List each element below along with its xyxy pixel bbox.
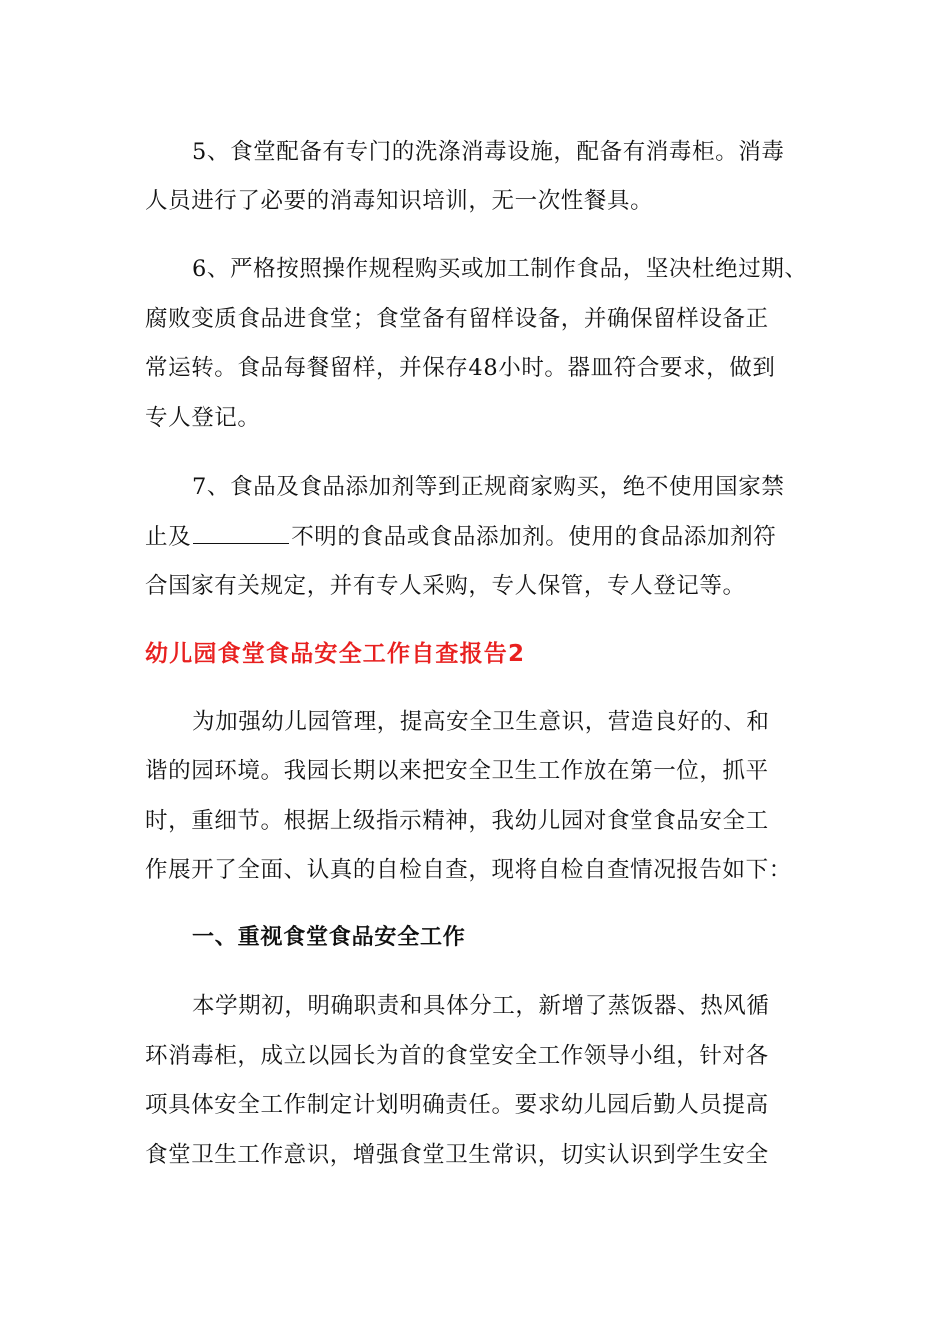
item6-line3: 常运转。食品每餐留样，并保存48小时。器皿符合要求，做到 (145, 355, 776, 381)
item6-line2: 腐败变质食品进食堂；食堂备有留样设备，并确保留样设备正 (145, 306, 769, 332)
item6-line4: 专人登记。 (145, 405, 261, 431)
subheading: 一、重视食堂食品安全工作 (192, 925, 466, 950)
item5-line1: 5、食堂配备有专门的洗涤消毒设施，配备有消毒柜。消毒 (192, 139, 785, 165)
intro-line3: 时，重细节。根据上级指示精神，我幼儿园对食堂食品安全工 (145, 808, 769, 834)
item7-line2 (145, 521, 776, 552)
item7-line2-before: 止及 (145, 524, 192, 550)
intro-line4: 作展开了全面、认真的自检自查，现将自检自查情况报告如下： (145, 857, 792, 883)
item7-line3: 合国家有关规定，并有专人采购，专人保管，专人登记等。 (145, 573, 746, 599)
para1-line1: 本学期初，明确职责和具体分工，新增了蒸饭器、热风循 (192, 993, 770, 1019)
para1-line4: 食堂卫生工作意识，增强食堂卫生常识，切实认识到学生安全 (145, 1142, 769, 1168)
section-title: 幼儿园食堂食品安全工作自查报告2 (145, 641, 526, 667)
item7-line2-after: 不明的食品或食品添加剂。使用的食品添加剂符 (291, 524, 777, 550)
para1-line3: 项具体安全工作制定计划明确责任。要求幼儿园后勤人员提高 (145, 1092, 769, 1118)
intro-line1: 为加强幼儿园管理，提高安全卫生意识，营造良好的、和 (192, 709, 770, 735)
fill-in-blank (193, 521, 289, 544)
item6-line1: 6、严格按照操作规程购买或加工制作食品，坚决杜绝过期、 (192, 256, 808, 282)
item7-line1: 7、食品及食品添加剂等到正规商家购买，绝不使用国家禁 (192, 474, 785, 500)
item5-line2: 人员进行了必要的消毒知识培训，无一次性餐具。 (145, 188, 654, 214)
intro-line2: 谐的园环境。我园长期以来把安全卫生工作放在第一位，抓平 (145, 758, 769, 784)
para1-line2: 环消毒柜，成立以园长为首的食堂安全工作领导小组，针对各 (145, 1043, 769, 1069)
